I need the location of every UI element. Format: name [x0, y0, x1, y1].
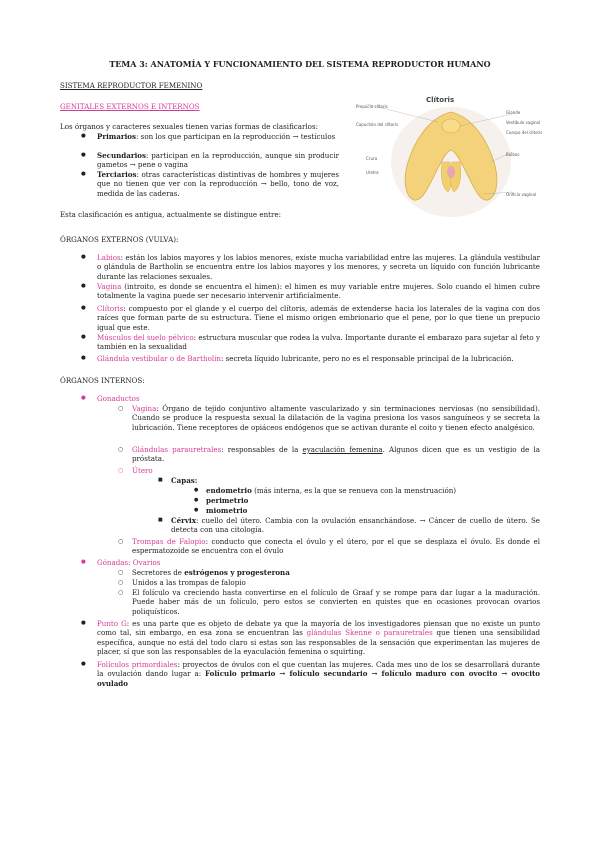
internal-vagina: ○ Vagina: Órgano de tejido conjuntivo altamente vascularizado y sin terminaciones nerviosas (no sensibilidad). Cuando se produce la respuesta sexual la dilatación de la vagina presiona los vasos sanguíneos y se secreta la lubricación. Tiene receptores de opiáceos endógenos que se activan durante el coito y tienen efecto analgésico.	[132, 404, 540, 432]
figure-label: Uretra	[366, 170, 379, 175]
figure-label: Crura	[366, 156, 378, 161]
gonaductos-label: ● Gonaductos	[97, 394, 140, 403]
internal-utero: ○ Útero	[132, 466, 153, 475]
figure-label: Capuchón del clítoris	[356, 122, 398, 127]
figure-label: Bulbos	[506, 152, 520, 157]
figure-label: Prepucio clítoris	[356, 104, 388, 109]
figure-label: Orificio vaginal	[506, 192, 537, 197]
external-labios: ● Labios: están los labios mayores y los labios menores, existe mucha variabilidad entre las mujeres. La glándula vestibular o glándula de Bartholin se encuentra entre los labios mayores y los menores, y secreta un líquido con función lubricante durante las relaciones sexuales.	[97, 253, 540, 281]
page-title: TEMA 3: ANATOMÍA Y FUNCIONAMIENTO DEL SISTEMA REPRODUCTOR HUMANO	[109, 59, 491, 69]
internal-trompas: ○ Trompas de Falopio: conducto que conecta el óvulo y el útero, por el que se desplaza el óvulo. Es donde el espermatozoide se encuentra con el óvulo	[132, 537, 540, 556]
ovarios-item: ○ El folículo va creciendo hasta convertirse en el folículo de Graaf y se rompe para dar lugar a la maduración. Puede haber más de un folículo, pero estos se convierten en quistes que en ocasiones provocan ovarios poliquísticos.	[132, 588, 540, 616]
figure-label: Cuerpo del clítoris	[506, 130, 543, 135]
capa-perimetrio: ● perimetrio	[206, 496, 248, 505]
external-bartholin: ● Glándula vestibular o de Bartholin: secreta líquido lubricante, pero no es el responsable principal de la lubricación.	[97, 354, 540, 363]
figure-title: Clítoris	[426, 96, 455, 104]
class-primarios: ● Primarios: son los que participan en la reproducción → testículos	[97, 132, 339, 141]
internal-parauretrales: ○ Glándulas parauretrales: responsables de la eyaculación femenina. Algunos dicen que es un vestigio de la próstata.	[132, 445, 540, 464]
class-secundarios: ● Secundarios: participan en la reproducción, aunque sin producir gametos → pene o vagina	[97, 151, 339, 170]
external-vagina: ● Vagina (introito, es donde se encuentra el himen): el himen es muy variable entre mujeres. Solo cuando el himen cubre totalmente la vagina puede ser necesario intervenir artificialmente.	[97, 282, 540, 301]
intro-text: Los órganos y caracteres sexuales tienen varias formas de clasificarlos:	[60, 122, 318, 131]
ovarios-item: ○ Secretores de estrógenos y progesterona	[132, 568, 290, 577]
clitoris-figure	[356, 92, 546, 222]
gonadas-label: ● Gónadas: Ovarios	[97, 558, 160, 567]
section-heading: SISTEMA REPRODUCTOR FEMENINO	[60, 81, 203, 90]
class-terciarios: ● Terciarios: otras características distintivas de hombres y mujeres que no tienen que ver con la reproducción → bello, tono de voz, medida de las caderas.	[97, 170, 339, 198]
foliculos-primordiales: ● Folículos primordiales: proyectos de óvulos con el que cuentan las mujeres. Cada mes uno de los se desarrollará durante la ovulación dando lugar a: Folículo primario → folículo secundario → folículo maduro con ovocito → ovocito ovulado	[97, 660, 540, 688]
subsection-heading: GENITALES EXTERNOS E INTERNOS	[60, 102, 200, 111]
capa-miometrio: ● miometrio	[206, 506, 247, 515]
external-clitoris: ● Clítoris: compuesto por el glande y el cuerpo del clítoris, además de extenderse hacia los laterales de la vagina con dos raíces que forman parte de su estructura. Tiene el mismo origen embrionario que el pene, por lo que tiene un prepucio igual que este.	[97, 304, 540, 332]
capa-endometrio: ● endometrio (más interna, es la que se renueva con la menstruación)	[206, 486, 536, 495]
external-musculos: ● Músculos del suelo pélvico: estructura muscular que rodea la vulva. Importante durante el embarazo para sujetar al feto y también en la sexualidad	[97, 333, 540, 352]
punto-g: ● Punto G: es una parte que es objeto de debate ya que la mayoría de los investigadores piensan que no existe un punto como tal, sin embargo, en esa zona se encuentran las glándulas Skenne o parauretrales que tienen una sensibilidad específica, aunque no está del todo claro si estas son las responsables de la sensación que experimentan las mujeres de placer, sí que son las responsables de la eyaculación femenina o squirting.	[97, 619, 540, 657]
external-heading: ÓRGANOS EXTERNOS (VULVA):	[60, 235, 179, 244]
capas-label: ■ Capas:	[171, 476, 197, 485]
figure-label: Glande	[506, 110, 521, 115]
internal-heading: ÓRGANOS INTERNOS:	[60, 376, 145, 385]
ovarios-item: ○ Unidos a las trompas de falopio	[132, 578, 246, 587]
figure-label: Vestíbulo vaginal	[506, 120, 541, 125]
classification-note: Esta clasificación es antigua, actualmente se distingue entre:	[60, 210, 281, 219]
cervix-item: ■ Cérvix: cuello del útero. Cambia con la ovulación ensanchándose. → Cáncer de cuello de útero. Se detecta con una citología.	[171, 516, 540, 535]
